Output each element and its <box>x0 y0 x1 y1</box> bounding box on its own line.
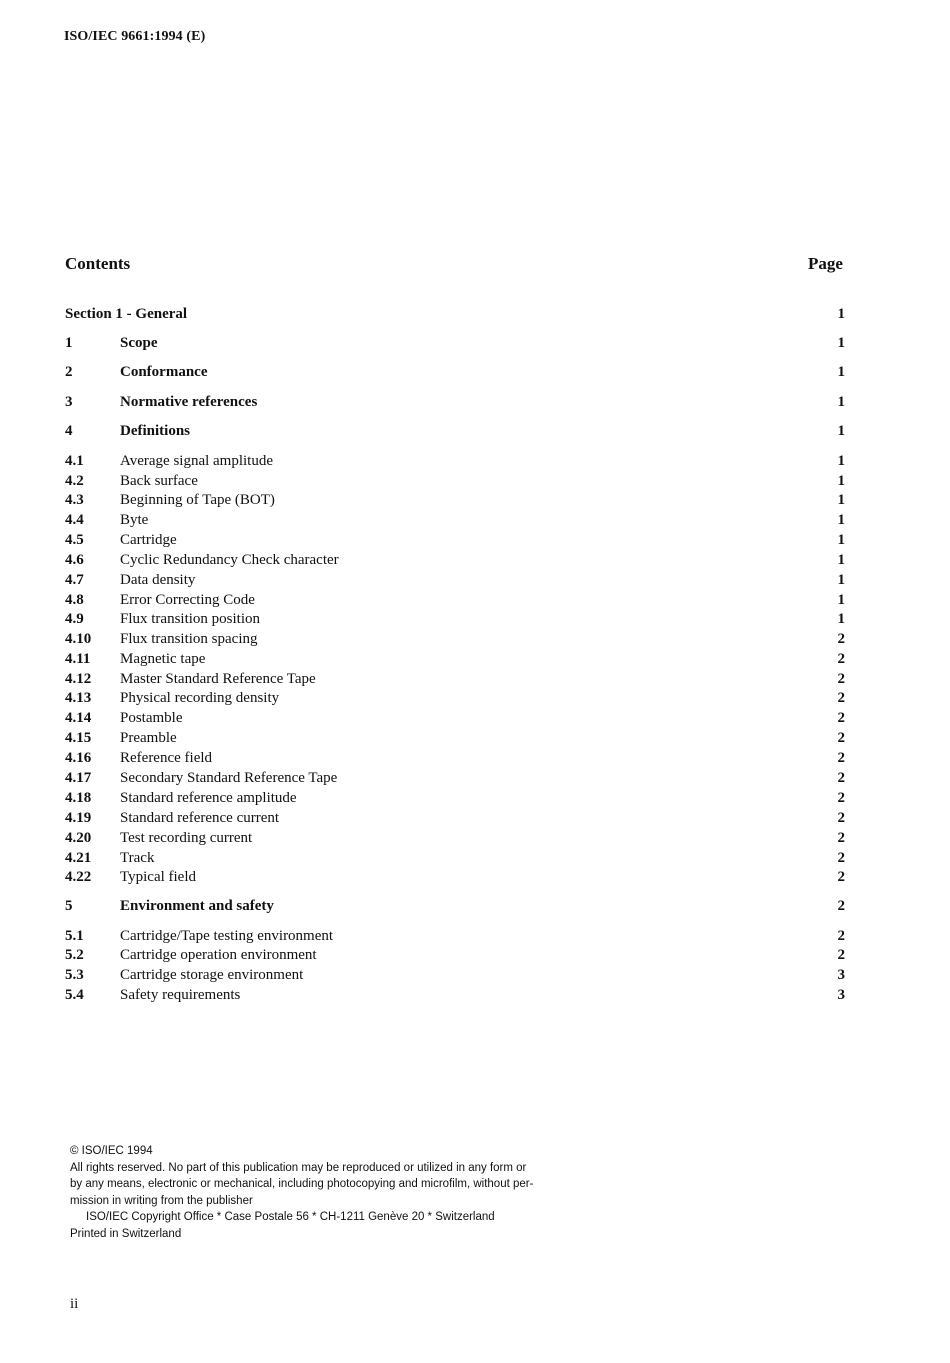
toc-entry-page: 2 <box>837 898 845 914</box>
toc-entry-title: Typical field <box>120 869 197 885</box>
toc-entry <box>65 708 845 728</box>
toc-entry-page: 2 <box>837 690 845 706</box>
toc-entry-number: 4.18 <box>65 790 92 806</box>
toc-entry-page: 2 <box>837 869 845 885</box>
toc-entry-page: 1 <box>837 423 845 439</box>
toc-entry-page: 2 <box>837 651 845 667</box>
toc-entry-title: Standard reference amplitude <box>120 790 297 806</box>
toc-entry-number: 5.1 <box>65 928 84 944</box>
toc-entry <box>65 451 845 471</box>
toc-entry-page: 1 <box>837 453 845 469</box>
toc-entry-title: Average signal amplitude <box>120 453 274 469</box>
toc-entry <box>65 926 845 946</box>
toc-entry-number: 4.2 <box>65 473 84 489</box>
toc-entry <box>65 421 845 441</box>
toc-entry-page: 3 <box>837 987 845 1003</box>
toc-entry-title: Magnetic tape <box>120 651 206 667</box>
toc-entry-page: 1 <box>837 592 845 608</box>
toc-entry-number: 4.22 <box>65 869 92 885</box>
toc-entry-page: 2 <box>837 850 845 866</box>
toc-entry-title: Error Correcting Code <box>120 592 255 608</box>
toc-entry-number: 4 <box>65 423 73 439</box>
toc-entry-title: Track <box>120 850 155 866</box>
toc-entry-title: Cyclic Redundancy Check character <box>120 552 339 568</box>
toc-entry-title: Back surface <box>120 473 198 489</box>
toc-entry <box>65 985 845 1005</box>
toc-entry-page: 3 <box>837 967 845 983</box>
toc-entry <box>65 510 845 530</box>
toc-entry <box>65 590 845 610</box>
toc-entry-number: 4.15 <box>65 730 92 746</box>
toc-entry-number: 4.8 <box>65 592 84 608</box>
toc-entry-title: Physical recording density <box>120 690 280 706</box>
toc-entry <box>65 828 845 848</box>
document-id: ISO/IEC 9661:1994 (E) <box>64 29 206 44</box>
toc-entry-number: 5 <box>65 898 73 914</box>
toc-entry-title: Data density <box>120 572 196 588</box>
toc-entry-title: Postamble <box>120 710 183 726</box>
toc-entry <box>65 629 845 649</box>
toc-entry-title: Reference field <box>120 750 213 766</box>
toc-entry-title: Preamble <box>120 730 177 746</box>
toc-entry <box>65 788 845 808</box>
toc-entry-page: 1 <box>837 364 845 380</box>
toc-entry-title: Test recording current <box>120 830 253 846</box>
copyright-office-address: ISO/IEC Copyright Office * Case Postale 56 * CH-1211 Genève 20 * Switzerland <box>86 1211 495 1223</box>
toc-entry-title: Master Standard Reference Tape <box>120 671 316 687</box>
toc-entry-page: 1 <box>837 552 845 568</box>
toc-entry-title: Cartridge <box>120 532 177 548</box>
toc-entry-number: 4.4 <box>65 512 84 528</box>
toc-entry-page: 2 <box>837 790 845 806</box>
toc-entry-page: 1 <box>837 611 845 627</box>
toc-entry-number: 5.3 <box>65 967 84 983</box>
toc-entry-page: 2 <box>837 770 845 786</box>
page-number: ii <box>70 1296 79 1312</box>
toc-entry-number: 4.13 <box>65 690 92 706</box>
toc-entry <box>65 748 845 768</box>
toc-entry-number: 3 <box>65 394 73 410</box>
toc-entry-number: 4.12 <box>65 671 92 687</box>
toc-entry-page: 2 <box>837 810 845 826</box>
toc-entry-number: 4.9 <box>65 611 84 627</box>
toc-entry-number: 4.6 <box>65 552 84 568</box>
toc-entry-page: 2 <box>837 928 845 944</box>
toc-entry-number: 4.11 <box>65 651 91 667</box>
toc-entry-page: 1 <box>837 473 845 489</box>
toc-entry-page: 1 <box>837 572 845 588</box>
toc-entry-number: 4.17 <box>65 770 92 786</box>
toc-entry-page: 2 <box>837 947 845 963</box>
toc-entry <box>65 728 845 748</box>
toc-entry <box>65 669 845 689</box>
toc-entry-title: Scope <box>120 335 158 351</box>
toc-entry-title: Byte <box>120 512 149 528</box>
toc-entry <box>65 490 845 510</box>
toc-entry-title: Beginning of Tape (BOT) <box>120 492 275 508</box>
toc-entry-page: 1 <box>837 335 845 351</box>
toc-entry-number: 4.16 <box>65 750 92 766</box>
toc-entry-page: 2 <box>837 671 845 687</box>
toc-entry-title: Cartridge storage environment <box>120 967 304 983</box>
toc-entry-number: 2 <box>65 364 73 380</box>
rights-text: All rights reserved. No part of this publication may be reproduced or utilized in any form or <box>70 1161 527 1174</box>
toc-entry-number: 5.2 <box>65 947 84 963</box>
contents-heading: Contents <box>65 254 131 273</box>
toc-entry-title: Flux transition position <box>120 611 261 627</box>
page-column-heading: Page <box>808 254 843 273</box>
toc-entry <box>65 945 845 965</box>
toc-entry <box>65 808 845 828</box>
toc-entry-title: Secondary Standard Reference Tape <box>120 770 338 786</box>
toc-entry-number: 4.14 <box>65 710 92 726</box>
printed-in: Printed in Switzerland <box>70 1227 182 1240</box>
toc-entry-title: Normative references <box>120 394 258 410</box>
toc-entry-number: 4.1 <box>65 453 84 469</box>
toc-section-row <box>65 304 845 324</box>
toc-entry-page: 2 <box>837 710 845 726</box>
rights-text: mission in writing from the publisher <box>70 1194 253 1207</box>
toc-entry-title: Cartridge operation environment <box>120 947 317 963</box>
toc-entry-title: Standard reference current <box>120 810 280 826</box>
toc-entry-number: 4.5 <box>65 532 84 548</box>
toc-entry-number: 4.21 <box>65 850 92 866</box>
toc-entry-page: 2 <box>837 830 845 846</box>
toc-entry-title: Flux transition spacing <box>120 631 258 647</box>
copyright-line: © ISO/IEC 1994 <box>70 1145 153 1157</box>
toc-entry <box>65 896 845 916</box>
toc-entry <box>65 867 845 887</box>
toc-entry-number: 4.19 <box>65 810 92 826</box>
toc-entry <box>65 688 845 708</box>
toc-entry <box>65 768 845 788</box>
toc-entry-number: 4.10 <box>65 631 92 647</box>
toc-entry-number: 1 <box>65 335 73 351</box>
toc-entry <box>65 392 845 412</box>
toc-entry-title: Definitions <box>120 423 191 439</box>
toc-entry <box>65 848 845 868</box>
toc-entry <box>65 609 845 629</box>
toc-entry <box>65 471 845 491</box>
toc-entry <box>65 530 845 550</box>
toc-entry <box>65 550 845 570</box>
toc-entry-title: Safety requirements <box>120 987 241 1003</box>
toc-entry-page: 1 <box>837 394 845 410</box>
toc-entry-number: 4.7 <box>65 572 84 588</box>
toc-entry-title: Conformance <box>120 364 208 380</box>
rights-text: by any means, electronic or mechanical, including photocopying and microfilm, without per- <box>70 1178 534 1190</box>
toc-entry <box>65 333 845 353</box>
toc-entry-title: Cartridge/Tape testing environment <box>120 928 334 944</box>
toc-entry-page: 2 <box>837 631 845 647</box>
toc-entry-title: Environment and safety <box>120 898 274 914</box>
toc-entry-page: 1 <box>837 532 845 548</box>
toc-entry-page: 2 <box>837 750 845 766</box>
toc-section-page: 1 <box>837 306 845 322</box>
toc-entry <box>65 362 845 382</box>
toc-section-title: Section 1 - General <box>65 306 188 322</box>
toc-entry <box>65 965 845 985</box>
toc-entry <box>65 570 845 590</box>
toc-entry <box>65 649 845 669</box>
copyright-notice <box>70 1143 630 1242</box>
toc-entry-page: 1 <box>837 492 845 508</box>
toc-entry-number: 5.4 <box>65 987 84 1003</box>
toc-entry-number: 4.3 <box>65 492 84 508</box>
toc-entry-page: 1 <box>837 512 845 528</box>
toc-entry-number: 4.20 <box>65 830 92 846</box>
toc-entry-page: 2 <box>837 730 845 746</box>
